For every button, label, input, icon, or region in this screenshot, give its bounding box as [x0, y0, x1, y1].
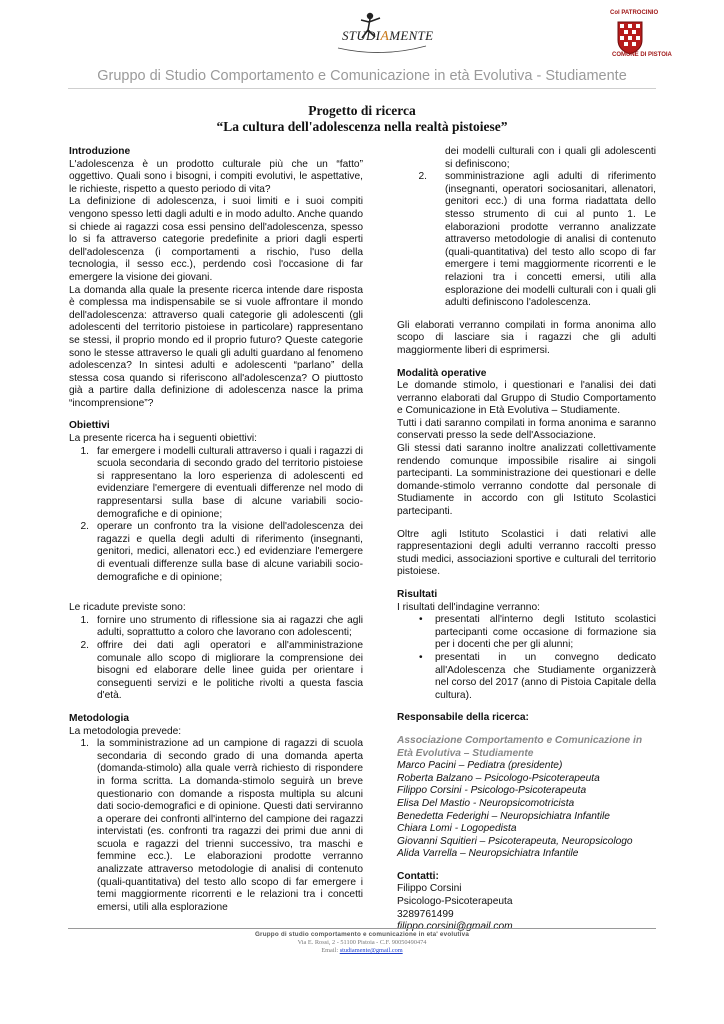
- header-title: Gruppo di Studio Comportamento e Comunicazione in età Evolutiva - Studiamente: [97, 68, 627, 84]
- intro-paragraph: La domanda alla quale la presente ricerca intende dare risposta è complessa ma indispensabile se si vuole affrontare il mondo dell'adolescenza: attraverso quali categorie gli adolescenti (gli adolescenti del territorio pistoiese in particolare) rappresentano se stessi, il proprio mondo ed il proprio futuro? Queste categorie sono le stesse attraverso le quali gli adulti guardano al fenomeno adolescenza? In sintesi adulti e adolescenti “parlano” della stessa cosa quando si riferiscono all'adolescenza? O piuttosto già a partire dalla definizione di adolescenza nasce la prima “incomprensione”?: [69, 284, 363, 409]
- header-divider: [68, 88, 656, 89]
- operational-paragraph: Oltre agli Istituto Scolastici i dati relativi alle rappresentazioni degli adulti verranno raccolti presso studi medici, associazioni sportive e culturali del territorio pistoiese.: [397, 528, 656, 578]
- comune-label: COMUNE DI PISTOIA: [612, 52, 672, 58]
- team-member: Marco Pacini – Pediatra (presidente): [397, 760, 563, 772]
- operational-paragraph: Le domande stimolo, i questionari e l'analisi dei dati verranno elaborati dal Gruppo di Studio Comportamento e Comunicazione in Età Evolutiva – Studiamente.: [397, 380, 656, 417]
- objectives-intro: La presente ricerca ha i seguenti obiettivi:: [69, 433, 258, 445]
- footer-email-link[interactable]: studiamente@gmail.com: [339, 947, 403, 954]
- left-column: [69, 146, 363, 914]
- intro-heading: Introduzione: [69, 146, 131, 157]
- contacts-heading: Contatti:: [397, 870, 439, 882]
- association-name: Associazione Comportamento e Comunicazione in Età Evolutiva – Studiamente: [397, 734, 643, 759]
- objectives-heading: Obiettivi: [69, 420, 110, 432]
- project-subtitle: “La cultura dell'adolescenza nella realtà pistoiese”: [216, 119, 508, 134]
- methodology-intro: La metodologia prevede:: [69, 725, 182, 737]
- project-title: Progetto di ricerca: [308, 103, 416, 118]
- footer-divider: [68, 928, 656, 929]
- patrocinio-label: Col PATROCINIO: [610, 10, 659, 16]
- intro-paragraph: La definizione di adolescenza, i suoi limiti e i suoi compiti vengono spesso letti dagli adulti e in modo adulto. Anche quando si chiede ai ragazzi cosa essi pensino dell'adolescenza, spesso lo si fa attraverso categorie predefinite a priori dagli esperti dell'adolescenza (i comportamenti a rischio, l'uso della tecnologia, il sesso ecc.), perdendo così l'occasione di far emergere la visione dei giovani.: [69, 196, 363, 283]
- right-column: [397, 146, 656, 934]
- list-item: • presentati all'interno degli Istituto scolastici partecipanti come occasione di formazione sia per i docenti che per gli alunni;: [419, 614, 656, 651]
- responsible-heading: Responsabile della ricerca:: [397, 712, 529, 724]
- operational-paragraph: Tutti i dati saranno compilati in forma anonima e saranno conservati presso la sede dell'Associazione.: [397, 417, 656, 442]
- team-member: Giovanni Squitieri – Psicoterapeuta, Neuropsicologo: [397, 835, 633, 847]
- list-item: • presentati in un convegno dedicato all'Adolescenza che Studiamente organizzerà nel corso del 2017 (anno di Pistoia Capitale della cultura).: [419, 651, 656, 701]
- results-intro: I risultati dell'indagine verranno:: [397, 601, 540, 613]
- ricadute-intro: Le ricadute previste sono:: [69, 602, 186, 614]
- list-item: 2. operare un confronto tra la visione dell'adolescenza dei ragazzi e quella degli adulti di riferimento (insegnanti, genitori, medici, allenatori ecc.) ed evidenziare l'emergere di eventuali differenze sulla base di alcune variabili socio-demografiche e di opinione;: [80, 521, 363, 583]
- intro-paragraph: L'adolescenza è un prodotto culturale più che un “fatto” oggettivo. Quali sono i bisogni, i compiti evolutivi, le aspettative, le richieste, rispetto a questo periodo di vita?: [69, 158, 363, 195]
- contact-name: Filippo Corsini: [397, 883, 462, 895]
- team-member: Chiara Lomi - Logopedista: [397, 823, 517, 835]
- studiamente-logo: [328, 8, 436, 58]
- logo-text: STUDIAMENTE: [342, 28, 434, 44]
- methodology-heading: Metodologia: [69, 712, 129, 724]
- team-member: Alida Varrella – Neuropsichiatra Infantile: [397, 848, 579, 860]
- team-member: Filippo Corsini - Psicologo-Psicoterapeuta: [397, 785, 587, 797]
- list-item: 2. offrire dei dati agli operatori e all'amministrazione comunale allo scopo di migliorare la comprensione dei bisogni ed elaborare delle linee guida per orientare i conseguenti servizi e le politiche rivolti a questa fascia d'età.: [80, 639, 363, 702]
- list-item-continuation: dei modelli culturali con i quali gli adolescenti si definiscono;: [445, 146, 656, 170]
- team-member: Roberta Balzano – Psicologo-Psicoterapeuta: [397, 772, 600, 784]
- team-member: Elisa Del Mastio - Neuropsicomotricista: [397, 797, 575, 809]
- list-item: 1. la somministrazione ad un campione di ragazzi di scuola secondaria di secondo grado di una domanda aperta (domanda-stimolo) alla quale verrà richiesto di rispondere in forma scritta. La domanda-stimolo seguirà un breve questionario con domande a risposta multipla su alcuni dati socio-demografici e di opinione. Questi dati serviranno a operare dei confronti all'interno del campione dei ragazzi intervistati (es. confronti tra ragazzi dei primi due anni di scuola e ragazzi del trienni successivo, tra maschi e femmine ecc.). Le elaborazioni prodotte verranno analizzate attraverso metodologie di analisi di contenuto (quali-quantitativa) del testo allo scopo di far emergere i temi maggiormente ricorrenti e le relazioni tra i concetti emersi, utili alla esplorazione: [80, 738, 363, 913]
- footer-address: Via E. Rossi, 2 - 51100 Pistoia - C.F. 90050490474: [297, 939, 427, 946]
- operational-heading: Modalità operative: [397, 367, 487, 379]
- contact-email: filippo.corsini@gmail.com: [397, 921, 513, 933]
- operational-paragraph: Gli stessi dati saranno inoltre analizzati collettivamente rendendo comunque impossibile risalire ai singoli partecipanti. La somministrazione dei questionari e delle domande-stimolo verranno condotte dal personale di Studiamente in accordo con gli Istituto Scolastici partecipanti.: [397, 443, 656, 518]
- contact-phone: 3289761499: [397, 908, 454, 920]
- list-item: 2. somministrazione agli adulti di riferimento (insegnanti, operatori sociosanitari, allenatori, genitori ecc.) di una forma riadattata dello stesso strumento di cui al punto 1. Le elaborazioni prodotte verranno analizzate attraverso metodologie di analisi di contenuto (quali-quantitativa) del testo allo scopo di far emergere i temi maggiormente ricorrenti e le relazioni tra i concetti emersi, utili alla esplorazione dei modelli culturali con i quali gli adulti definiscono l'adolescenza.: [418, 171, 656, 309]
- list-item: 1. fornire uno strumento di riflessione sia ai ragazzi che agli adulti, soprattutto a coloro che lavorano con adolescenti;: [80, 614, 363, 639]
- results-heading: Risultati: [397, 589, 438, 600]
- footer-email: Email: studiamente@gmail.com: [321, 947, 403, 954]
- anonymity-paragraph: Gli elaborati verranno compilati in forma anonima allo scopo di lasciare sia i ragazzi che gli adulti maggiormente liberi di esprimersi.: [397, 319, 656, 356]
- footer-org-name: Gruppo di studio comportamento e comunicazione in eta' evolutiva: [254, 931, 470, 938]
- list-item: 1. far emergere i modelli culturali attraverso i quali i ragazzi di scuola secondaria di secondo grado del territorio pistoiese si rappresentano la loro esperienza di adolescenti ed evidenziare l'emergere di eventuali differenze nel modo di rappresentarsi sulla base di alcune variabili socio-demografiche e di opinione;: [80, 445, 363, 520]
- contact-role: Psicologo-Psicoterapeuta: [397, 896, 513, 908]
- team-member: Benedetta Federighi – Neuropsichiatra Infantile: [397, 810, 610, 822]
